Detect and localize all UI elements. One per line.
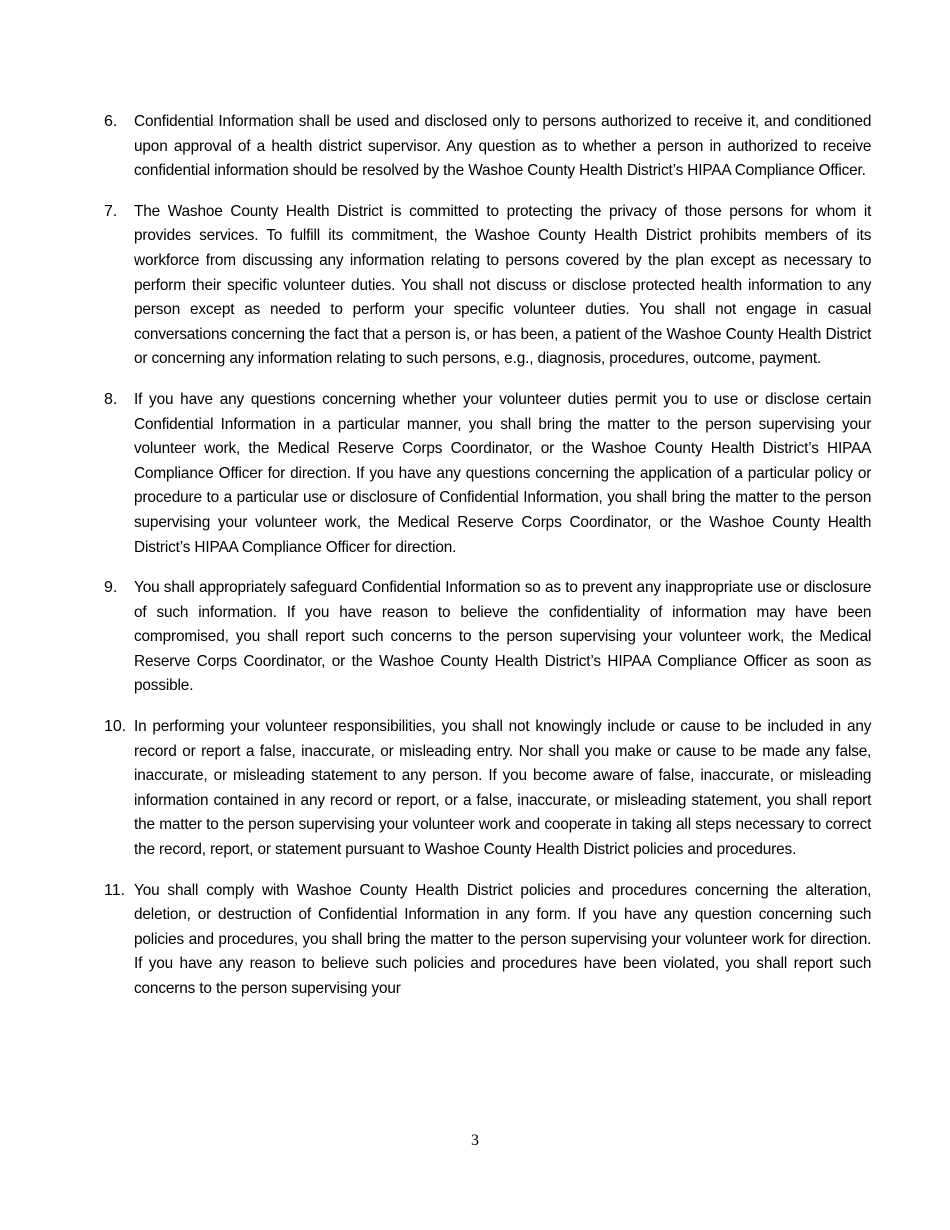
list-item-text: In performing your volunteer responsibilities, you shall not knowingly include or cause to be included in any record or report a false, inaccurate, or misleading entry. Nor shall you make or cause to be made any false, inaccurate, or misleading statement to any person. If you become aware of false, inaccurate, or misleading information contained in any record or report, or a false, inaccurate, or misleading statement, you shall report the matter to the person supervising your volunteer work and cooperate in taking all steps necessary to correct the record, report, or statement pursuant to Washoe County Health District policies and procedures. [134, 718, 872, 859]
list-item-text: You shall appropriately safeguard Confidential Information so as to prevent any inappropriate use or disclosure of such information. If you have reason to believe the confidentiality of information may have been compromised, you shall report such concerns to the person supervising your volunteer work, the Medical Reserve Corps Coordinator, or the Washoe County Health District’s HIPAA Compliance Officer as soon as possible. [134, 579, 872, 695]
list-item-text: If you have any questions concerning whether your volunteer duties permit you to use or disclose certain Confidential Information in a particular manner, you shall bring the matter to the person supervising your volunteer work, the Medical Reserve Corps Coordinator, or the Washoe County Health District’s HIPAA Compliance Officer for direction. If you have any questions concerning the application of a particular policy or procedure to a particular use or disclosure of Confidential Information, you shall bring the matter to the person supervising your volunteer work, the Medical Reserve Corps Coordinator, or the Washoe County Health District’s HIPAA Compliance Officer for direction. [134, 390, 872, 556]
list-item [104, 715, 871, 863]
list-item [104, 879, 871, 1002]
list-item [104, 388, 871, 560]
list-item [104, 576, 871, 699]
list-item-number: 7. [104, 202, 118, 220]
list-item-number: 6. [104, 113, 118, 130]
list-item-text: You shall comply with Washoe County Health District policies and procedures concerning the alteration, deletion, or destruction of Confidential Information in any form. If you have any question concerning such policies and procedures, you shall bring the matter to the person supervising your volunteer work for direction. If you have any reason to believe such policies and procedures have been violated, you shall report such concerns to the person supervising your [134, 881, 872, 997]
list-item-number: 11. [104, 881, 126, 899]
list-item [104, 110, 871, 184]
page-number: 3 [471, 1132, 479, 1149]
list-item-number: 10. [104, 718, 127, 736]
list-item-text: Confidential Information shall be used and disclosed only to persons authorized to receive it, and conditioned upon approval of a health district supervisor. Any question as to whether a person in authorized to receive confidential information should be resolved by the Washoe County Health District’s HIPAA Compliance Officer. [134, 113, 872, 180]
list-item-number: 8. [104, 390, 118, 408]
list-item-text: The Washoe County Health District is committed to protecting the privacy of those persons for whom it provides services. To fulfill its commitment, the Washoe County Health District prohibits members of its workforce from discussing any information relating to persons covered by the plan except as necessary to perform their specific volunteer duties. You shall not discuss or disclose protected health information to any person except as needed to perform your specific volunteer duties. You shall not engage in casual conversations concerning the fact that a person is, or has been, a patient of the Washoe County Health District or concerning any information relating to such persons, e.g., diagnosis, procedures, outcome, payment. [134, 202, 872, 368]
list-item [104, 200, 871, 372]
list-item-number: 9. [104, 579, 118, 597]
numbered-list [104, 110, 871, 1018]
